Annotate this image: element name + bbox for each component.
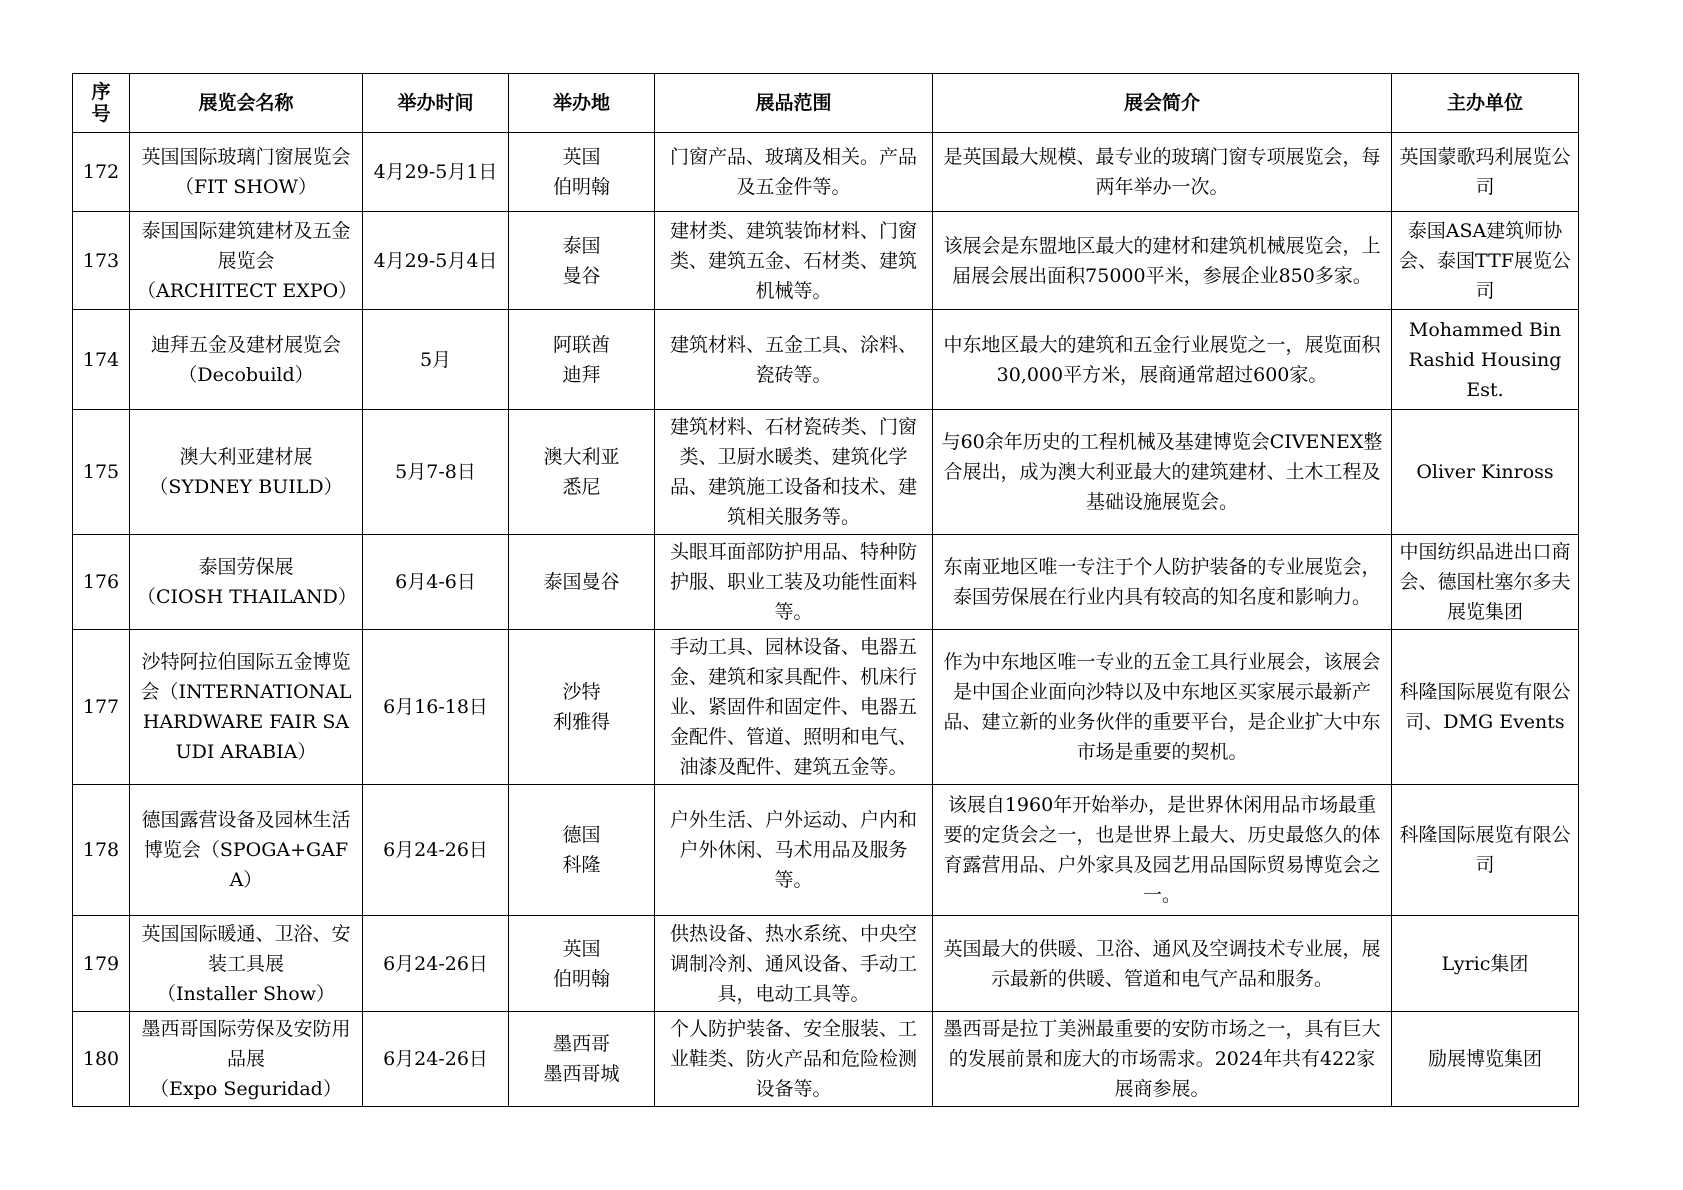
- header-intro: 展会简介: [933, 74, 1392, 133]
- header-place: 举办地: [509, 74, 655, 133]
- name-cell: 德国露营设备及园林生活博览会（SPOGA+GAFA）: [130, 785, 363, 916]
- table-row: [73, 133, 1579, 212]
- intro-cell: 墨西哥是拉丁美洲最重要的安防市场之一，具有巨大的发展前景和庞大的市场需求。2024年共有422家展商参展。: [933, 1012, 1392, 1107]
- time-cell: 6月4-6日: [363, 535, 509, 630]
- header-scope: 展品范围: [655, 74, 933, 133]
- place-cell: 阿联酋 迪拜: [509, 310, 655, 410]
- seq-cell: 176: [73, 535, 130, 630]
- intro-cell: 东南亚地区唯一专注于个人防护装备的专业展览会，泰国劳保展在行业内具有较高的知名度和影响力。: [933, 535, 1392, 630]
- header-name: 展览会名称: [130, 74, 363, 133]
- organizer-cell: 英国蒙歌玛利展览公司: [1392, 133, 1579, 212]
- table-row: [73, 630, 1579, 785]
- scope-cell: 供热设备、热水系统、中央空调制冷剂、通风设备、手动工具，电动工具等。: [655, 916, 933, 1012]
- time-cell: 5月7-8日: [363, 410, 509, 535]
- organizer-cell: Oliver Kinross: [1392, 410, 1579, 535]
- name-cell: 英国国际玻璃门窗展览会（FIT SHOW）: [130, 133, 363, 212]
- scope-cell: 建筑材料、石材瓷砖类、门窗类、卫厨水暖类、建筑化学品、建筑施工设备和技术、建筑相关服务等。: [655, 410, 933, 535]
- table-header-row: [73, 74, 1579, 133]
- place-cell: 泰国曼谷: [509, 535, 655, 630]
- time-cell: 5月: [363, 310, 509, 410]
- place-cell: 沙特 利雅得: [509, 630, 655, 785]
- table-row: [73, 410, 1579, 535]
- table-row: [73, 212, 1579, 310]
- header-organizer: 主办单位: [1392, 74, 1579, 133]
- place-cell: 墨西哥 墨西哥城: [509, 1012, 655, 1107]
- place-cell: 英国 伯明翰: [509, 133, 655, 212]
- table-row: [73, 785, 1579, 916]
- seq-cell: 174: [73, 310, 130, 410]
- name-cell: 英国国际暖通、卫浴、安装工具展 （Installer Show）: [130, 916, 363, 1012]
- name-cell: 沙特阿拉伯国际五金博览会（INTERNATIONAL HARDWARE FAIR SAUDI ARABIA）: [130, 630, 363, 785]
- scope-cell: 建材类、建筑装饰材料、门窗类、建筑五金、石材类、建筑机械等。: [655, 212, 933, 310]
- intro-cell: 英国最大的供暖、卫浴、通风及空调技术专业展，展示最新的供暖、管道和电气产品和服务。: [933, 916, 1392, 1012]
- scope-cell: 户外生活、户外运动、户内和户外休闲、马术用品及服务等。: [655, 785, 933, 916]
- intro-cell: 中东地区最大的建筑和五金行业展览之一，展览面积30,000平方米，展商通常超过600家。: [933, 310, 1392, 410]
- name-cell: 迪拜五金及建材展览会 （Decobuild）: [130, 310, 363, 410]
- table-row: [73, 1012, 1579, 1107]
- exhibitions-table: [72, 73, 1579, 1107]
- seq-cell: 173: [73, 212, 130, 310]
- intro-cell: 该展自1960年开始举办，是世界休闲用品市场最重要的定货会之一，也是世界上最大、历史最悠久的体育露营用品、户外家具及园艺用品国际贸易博览会之一。: [933, 785, 1392, 916]
- seq-cell: 179: [73, 916, 130, 1012]
- scope-cell: 手动工具、园林设备、电器五金、建筑和家具配件、机床行业、紧固件和固定件、电器五金配件、管道、照明和电气、油漆及配件、建筑五金等。: [655, 630, 933, 785]
- time-cell: 6月24-26日: [363, 1012, 509, 1107]
- place-cell: 澳大利亚 悉尼: [509, 410, 655, 535]
- scope-cell: 个人防护装备、安全服装、工业鞋类、防火产品和危险检测设备等。: [655, 1012, 933, 1107]
- organizer-cell: Lyric集团: [1392, 916, 1579, 1012]
- organizer-cell: 励展博览集团: [1392, 1012, 1579, 1107]
- seq-cell: 178: [73, 785, 130, 916]
- seq-cell: 175: [73, 410, 130, 535]
- scope-cell: 头眼耳面部防护用品、特种防护服、职业工装及功能性面料等。: [655, 535, 933, 630]
- intro-cell: 该展会是东盟地区最大的建材和建筑机械展览会，上届展会展出面积75000平米，参展企业850多家。: [933, 212, 1392, 310]
- time-cell: 4月29-5月4日: [363, 212, 509, 310]
- scope-cell: 门窗产品、玻璃及相关。产品及五金件等。: [655, 133, 933, 212]
- organizer-cell: 中国纺织品进出口商会、德国杜塞尔多夫展览集团: [1392, 535, 1579, 630]
- time-cell: 6月24-26日: [363, 785, 509, 916]
- name-cell: 澳大利亚建材展 （SYDNEY BUILD）: [130, 410, 363, 535]
- time-cell: 6月24-26日: [363, 916, 509, 1012]
- time-cell: 4月29-5月1日: [363, 133, 509, 212]
- time-cell: 6月16-18日: [363, 630, 509, 785]
- header-seq: 序号: [73, 74, 130, 133]
- organizer-cell: 科隆国际展览有限公司、DMG Events: [1392, 630, 1579, 785]
- name-cell: 泰国劳保展 （CIOSH THAILAND）: [130, 535, 363, 630]
- organizer-cell: 科隆国际展览有限公司: [1392, 785, 1579, 916]
- table-row: [73, 310, 1579, 410]
- table-row: [73, 535, 1579, 630]
- seq-cell: 172: [73, 133, 130, 212]
- intro-cell: 是英国最大规模、最专业的玻璃门窗专项展览会，每两年举办一次。: [933, 133, 1392, 212]
- intro-cell: 与60余年历史的工程机械及基建博览会CIVENEX整合展出，成为澳大利亚最大的建筑建材、土木工程及基础设施展览会。: [933, 410, 1392, 535]
- place-cell: 英国 伯明翰: [509, 916, 655, 1012]
- name-cell: 泰国国际建筑建材及五金展览会 （ARCHITECT EXPO）: [130, 212, 363, 310]
- name-cell: 墨西哥国际劳保及安防用品展 （Expo Seguridad）: [130, 1012, 363, 1107]
- place-cell: 德国 科隆: [509, 785, 655, 916]
- scope-cell: 建筑材料、五金工具、涂料、瓷砖等。: [655, 310, 933, 410]
- organizer-cell: Mohammed Bin Rashid Housing Est.: [1392, 310, 1579, 410]
- seq-cell: 177: [73, 630, 130, 785]
- seq-cell: 180: [73, 1012, 130, 1107]
- place-cell: 泰国 曼谷: [509, 212, 655, 310]
- organizer-cell: 泰国ASA建筑师协会、泰国TTF展览公司: [1392, 212, 1579, 310]
- header-time: 举办时间: [363, 74, 509, 133]
- intro-cell: 作为中东地区唯一专业的五金工具行业展会，该展会是中国企业面向沙特以及中东地区买家展示最新产品、建立新的业务伙伴的重要平台，是企业扩大中东市场是重要的契机。: [933, 630, 1392, 785]
- table-row: [73, 916, 1579, 1012]
